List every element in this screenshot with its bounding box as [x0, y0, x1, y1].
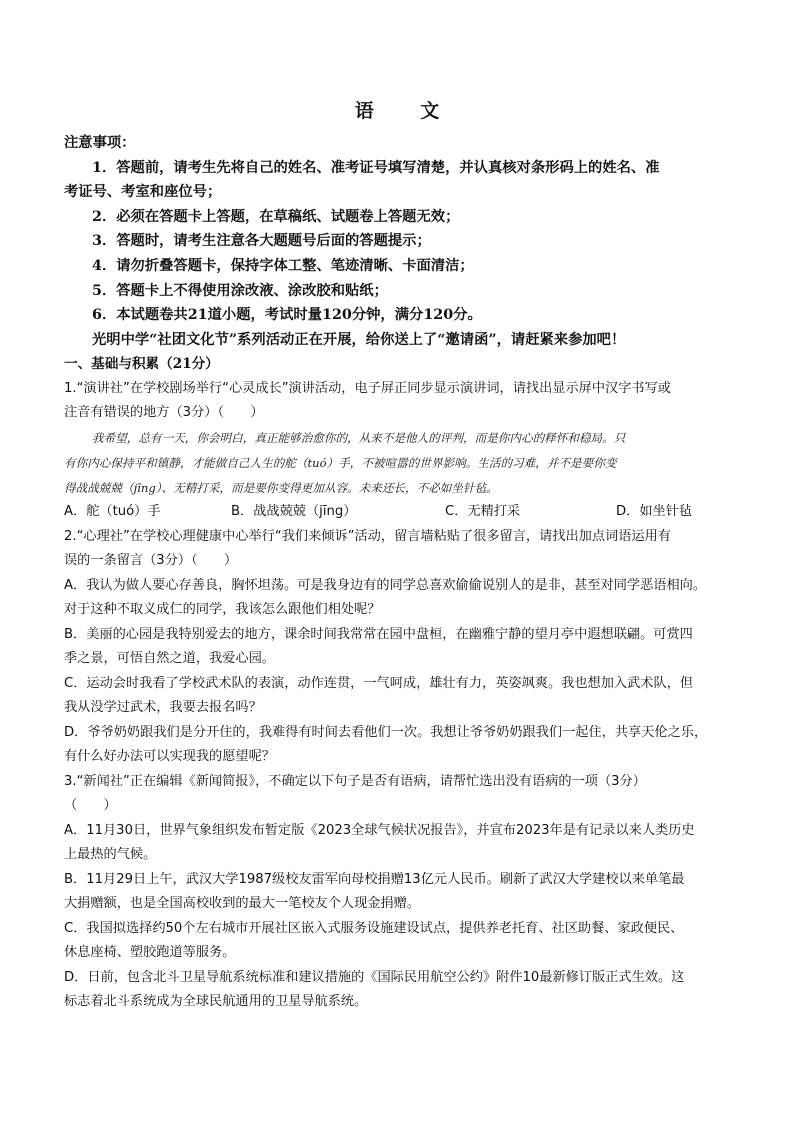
- question-2-stem-line-2: 误的一条留言（3分）（ ）: [64, 553, 238, 569]
- notice-item-5: 5．答题卡上不得使用涂改液、涂改胶和贴纸；: [92, 282, 388, 299]
- notice-item-2: 2．必须在答题卡上答题，在草稿纸、试题卷上答题无效；: [92, 208, 460, 225]
- section-heading-basics: 一、基础与积累（21分）: [64, 356, 219, 373]
- question-3-option-b-line-2: 大捐赠额，也是全国高校收到的最大一笔校友个人现金捐赠。: [64, 896, 421, 912]
- question-1-passage-line-3: 得战战兢兢（jīng）、无精打采，而是要你变得更加从容。未来还长，不必如坐针毡。: [64, 480, 498, 495]
- question-2-option-b-line-2: 季之景，可悟自然之道，我爱心园。: [64, 651, 275, 667]
- notice-heading: 注意事项：: [64, 135, 136, 151]
- question-2-option-d-line-2: 有什么好办法可以实现我的愿望呢？: [64, 749, 275, 765]
- question-2-stem-line-1: 2.“心理社”在学校心理健康中心举行“我们来倾诉”活动，留言墙粘贴了很多留言，请找出加点词语运用有: [64, 528, 671, 544]
- question-1-stem-line-2: 注音有错误的地方（3分）（ ）: [64, 405, 264, 421]
- question-1-options: [64, 500, 732, 525]
- question-3-option-a-line-2: 上最热的气候。: [64, 847, 157, 863]
- question-1-passage-line-1: 我希望，总有一天，你会明白，真正能够治愈你的，从来不是他人的评判，而是你内心的释怀和稳局。只: [92, 430, 626, 445]
- question-3-option-b-line-1: B．11月29日上午，武汉大学1987级校友雷军向母校捐赠13亿元人民币。刷新了武汉大学建校以来单笔最: [64, 871, 685, 887]
- question-2-option-a-line-2: 对于这种不取义成仁的同学，我该怎么跟他们相处呢？: [64, 602, 381, 618]
- notice-item-3: 3．答题时，请考生注意各大题题号后面的答题提示；: [92, 233, 431, 250]
- notice-item-6: 6．本试题卷共21道小题，考试时量120分钟，满分120分。: [92, 307, 482, 324]
- question-2-option-c-line-2: 我从没学过武术，我要去报名吗？: [64, 700, 262, 716]
- question-1-option-b: B．战战兢兢（jīng）: [231, 504, 357, 520]
- notice-item-1-line-1: 1．答题前，请考生先将自己的姓名、准考证号填写清楚，并认真核对条形码上的姓名、准: [92, 159, 660, 176]
- question-1-option-a: A．舵（tuó）手: [64, 504, 161, 520]
- question-3-option-c-line-2: 休息座椅、塑胶跑道等服务。: [64, 945, 236, 961]
- question-3-option-d-line-2: 标志着北斗系统成为全球民航通用的卫星导航系统。: [64, 994, 368, 1010]
- question-1-passage-line-2: 有你内心保持平和镇静，才能做自己人生的舵（tuó）手，不被喧嚣的世界影响。生活的习难，并不是要你变: [64, 455, 617, 470]
- question-3-stem-line-1: 3.“新闻社”正在编辑《新闻简报》，不确定以下句子是否有语病，请帮忙选出没有语病的一项（3分）: [64, 773, 646, 789]
- invitation-text: 光明中学“社团文化节”系列活动正在开展，给你送上了“邀请函”，请赶紧来参加吧！: [92, 331, 626, 348]
- notice-item-4: 4．请勿折叠答题卡，保持字体工整、笔迹清晰、卡面清洁；: [92, 257, 474, 274]
- question-3-option-a-line-1: A．11月30日，世界气象组织发布暂定版《2023全球气候状况报告》，并宣布2023年是有记录以来人类历史: [64, 822, 695, 838]
- question-2-option-c-line-1: C．运动会时我看了学校武术队的表演，动作连贯，一气呵成，雄壮有力，英姿飒爽。我也想加入武术队，但: [64, 675, 694, 691]
- question-3-option-d-line-1: D．日前，包含北斗卫星导航系统标准和建议措施的《国际民用航空公约》附件10最新修订版正式生效。这: [64, 969, 685, 985]
- question-2-option-a-line-1: A．我认为做人要心存善良，胸怀坦荡。可是我身边有的同学总喜欢偷偷说别人的是非，甚至对同学恶语相向。: [64, 577, 707, 593]
- question-3-option-c-line-1: C．我国拟选择约50个左右城市开展社区嵌入式服务设施建设试点，提供养老托育、社区助餐、家政便民、: [64, 920, 684, 936]
- page-title: 语 文: [354, 100, 460, 122]
- question-1-stem-line-1: 1.“演讲社”在学校剧场举行“心灵成长”演讲活动，电子屏正同步显示演讲词，请找出显示屏中汉字书写或: [64, 380, 671, 396]
- question-2-option-d-line-1: D．爷爷奶奶跟我们是分开住的，我难得有时间去看他们一次。我想让爷爷奶奶跟我们一起住，共享天伦之乐，: [64, 724, 708, 740]
- notice-item-1-line-2: 考证号、考室和座位号；: [64, 184, 222, 201]
- question-1-option-c: C．无精打采: [445, 504, 521, 520]
- question-2-option-b-line-1: B．美丽的心园是我特别爱去的地方，课余时间我常常在园中盘桓，在幽雅宁静的望月亭中遐想联翩。可赏四: [64, 626, 693, 642]
- question-1-option-d: D．如坐针毡: [616, 504, 693, 520]
- question-3-stem-line-2: （ ）: [64, 798, 117, 814]
- exam-content: [64, 131, 732, 1015]
